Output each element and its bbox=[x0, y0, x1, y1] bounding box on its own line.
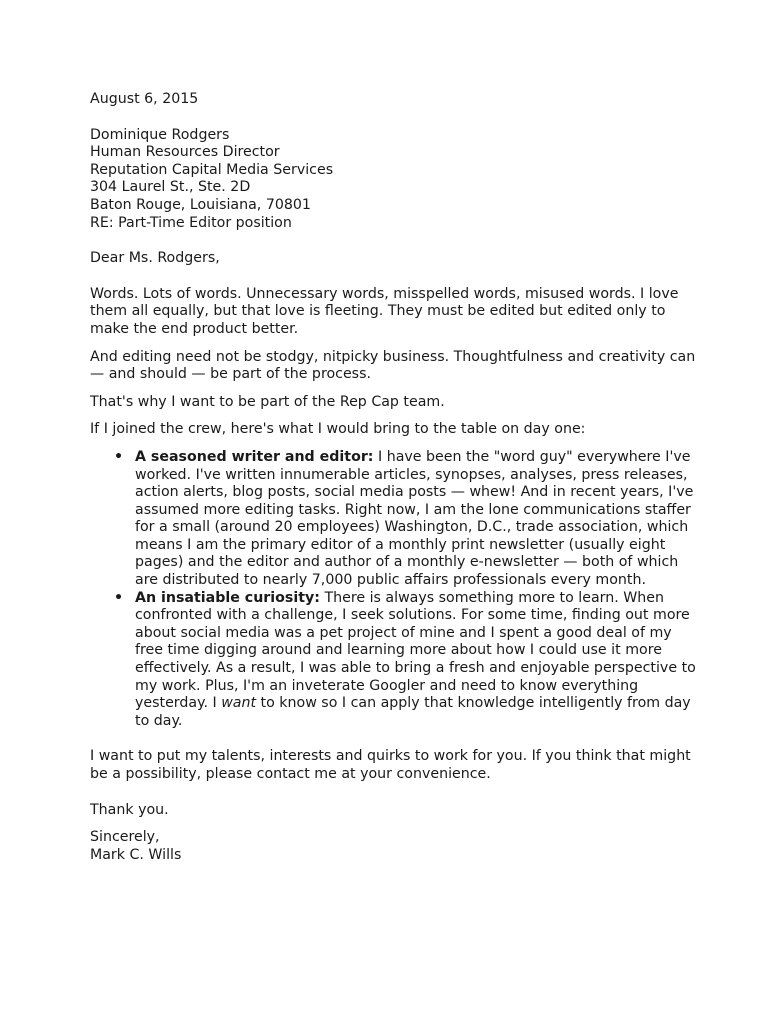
letter-date: August 6, 2015 bbox=[90, 91, 199, 107]
body-paragraph-1: Words. Lots of words. Unnecessary words, misspelled words, misused words. I love them all equally, but that love is fleeting. They must be edited but edited only to make the end product better. bbox=[90, 285, 679, 337]
body-paragraph-4: If I joined the crew, here's what I would bring to the table on day one: bbox=[90, 421, 586, 438]
body-paragraph-3: That's why I want to be part of the Rep Cap team. bbox=[90, 393, 445, 410]
list-item-lead: A seasoned writer and editor: bbox=[135, 448, 374, 465]
closing-paragraph: I want to put my talents, interests and quirks to work for you. If you think that might be a possibility, please contact me at your convenience. bbox=[90, 748, 691, 782]
recipient-street: 304 Laurel St., Ste. 2D bbox=[90, 179, 251, 196]
list-item-emphasis: want bbox=[221, 695, 257, 712]
signature-name: Mark C. Wills bbox=[90, 846, 182, 863]
qualifications-list bbox=[90, 449, 700, 731]
recipient-title: Human Resources Director bbox=[90, 144, 280, 161]
list-item bbox=[114, 589, 700, 731]
signature-block bbox=[90, 829, 700, 864]
thanks-line: Thank you. bbox=[90, 801, 169, 818]
list-item-text: There is always something more to learn. When confronted with a challenge, I seek solutions. For some time, finding out more about social media was a pet project of mine and I spent a good deal of my free time digging around and learning more about how I could use it more effectively. As a result, I was able to bring a fresh and enjoyable perspective to my work. Plus, I'm an inveterate Googler and need to know everything yesterday. I bbox=[135, 589, 696, 712]
list-item-lead: An insatiable curiosity: bbox=[135, 589, 320, 606]
salutation: Dear Ms. Rodgers, bbox=[90, 250, 220, 267]
body-paragraph-2: And editing need not be stodgy, nitpicky business. Thoughtfulness and creativity can — and should — be part of the process. bbox=[90, 348, 696, 383]
list-item bbox=[114, 448, 700, 590]
subject-line: RE: Part-Time Editor position bbox=[90, 214, 292, 231]
letter-page bbox=[90, 91, 700, 864]
list-item-text: I have been the "word guy" everywhere I've worked. I've written innumerable articles, synopses, analyses, press releases, action alerts, blog posts, social media posts — whew! And in recent years, I've assumed more editing tasks. Right now, I am the lone communications staffer for a small (around 20 employees) Washington, D.C., trade association, which means I am the primary editor of a monthly print newsletter (usually eight pages) and the editor and author of a monthly e-newsletter — both of which are distributed to nearly 7,000 public affairs professionals every month. bbox=[135, 448, 694, 589]
bullet-icon: • bbox=[114, 589, 124, 606]
list-item-text-end: to know so I can apply that knowledge intelligently from day to day. bbox=[135, 695, 691, 729]
recipient-city: Baton Rouge, Louisiana, 70801 bbox=[90, 196, 311, 213]
recipient-name: Dominique Rodgers bbox=[90, 126, 230, 143]
recipient-company: Reputation Capital Media Services bbox=[90, 161, 334, 178]
bullet-icon: • bbox=[114, 448, 124, 465]
recipient-address bbox=[90, 127, 700, 233]
signoff: Sincerely, bbox=[90, 829, 160, 846]
